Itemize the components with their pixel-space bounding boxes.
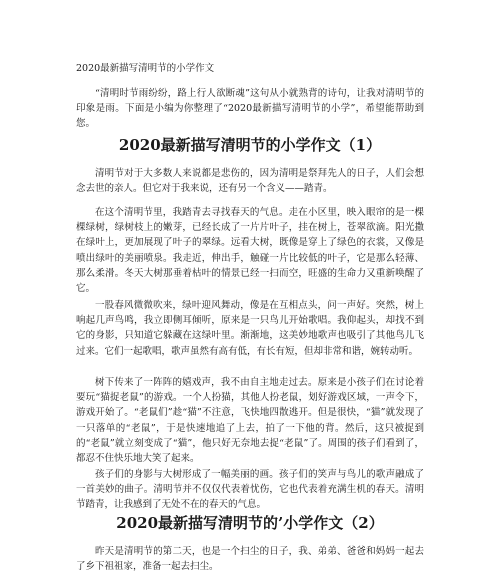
body-paragraph: 树下传来了一阵阵的嬉戏声，我不由自主地走过去。原来是小孩子们在讨论着要玩“猫捉老鼠”的游戏。一个人扮猫，其他人扮老鼠，划好游戏区域，一声令下，游戏开始了。“老鼠们”趁“猫”不注意，飞快地四散逃开。但是很快，“猫”就发现了一只落单的“老鼠”，于是快速地追了上去，拍了一下他的背。然后，这只被捉到的“老鼠”就立刻变成了“猫”，他只好无奈地去捉“老鼠”了。周围的孩子们看到了，都忍不住快乐地大笑了起来。: [76, 377, 424, 465]
body-paragraph: 在这个清明节里，我踏青去寻找春天的气息。走在小区里，映入眼帘的是一棵棵绿树，绿树枝上的嫩芽，已经长成了一片片叶子，挂在树上，苍翠欲滴。阳光撒在绿叶上，更加展现了叶子的翠绿。远看大树，既像是穿上了绿色的衣裳，又像是喷出绿叶的美丽喷泉。我走近，伸出手，触碰一片比较低的叶子，它是那么轻薄、那么柔滑。冬天大树那垂着枯叶的情景已经一扫而空，旺盛的生命力又重新唤醒了它。: [76, 207, 424, 295]
intro-paragraph: “清明时节雨纷纷，路上行人欲断魂”这句从小就熟背的诗句，让我对清明节的印象是雨。下面是小编为你整理了“2020最新描写清明节的小学”，希望能帮助到您。: [76, 88, 424, 129]
body-paragraph: 昨天是清明节的第二天，也是一个扫尘的日子，我、弟弟、爸爸和妈妈一起去了乡下祖祖家，准备一起去扫尘。: [76, 546, 424, 573]
section-heading-2: 2020最新描写清明节的’小学作文（2）: [116, 514, 384, 532]
section-heading-1: 2020最新描写清明节的小学作文（1）: [118, 136, 382, 154]
document-label: 2020最新描写清明节的小学作文: [76, 63, 215, 74]
body-paragraph: 孩子们的身影与大树形成了一幅美丽的画。孩子们的笑声与鸟儿的歌声融成了一首美妙的曲子。清明节并不仅仅代表着忧伤，它也代表着充满生机的春天。清明节踏青，让我感到了无处不在的春天的气息。: [76, 469, 424, 511]
body-paragraph: 一股春风微微吹来，绿叶迎风舞动，像是在互相点头，问一声好。突然，树上响起几声鸟鸣，我立即侧耳倾听，原来是一只鸟儿开始歌唱。我仰起头，却找不到它的身影，只知道它躲藏在这绿叶里。渐渐地，这美妙地歌声也吸引了其他鸟儿飞过来。它们一起歌唱，歌声虽然有高有低，有长有短，但却非常和谐，婉转动听。: [76, 300, 424, 357]
body-paragraph: 清明节对于大多数人来说都是悲伤的，因为清明是祭拜先人的日子，人们会想念去世的亲人。但它对于我来说，还有另一个含义——踏青。: [76, 168, 424, 195]
